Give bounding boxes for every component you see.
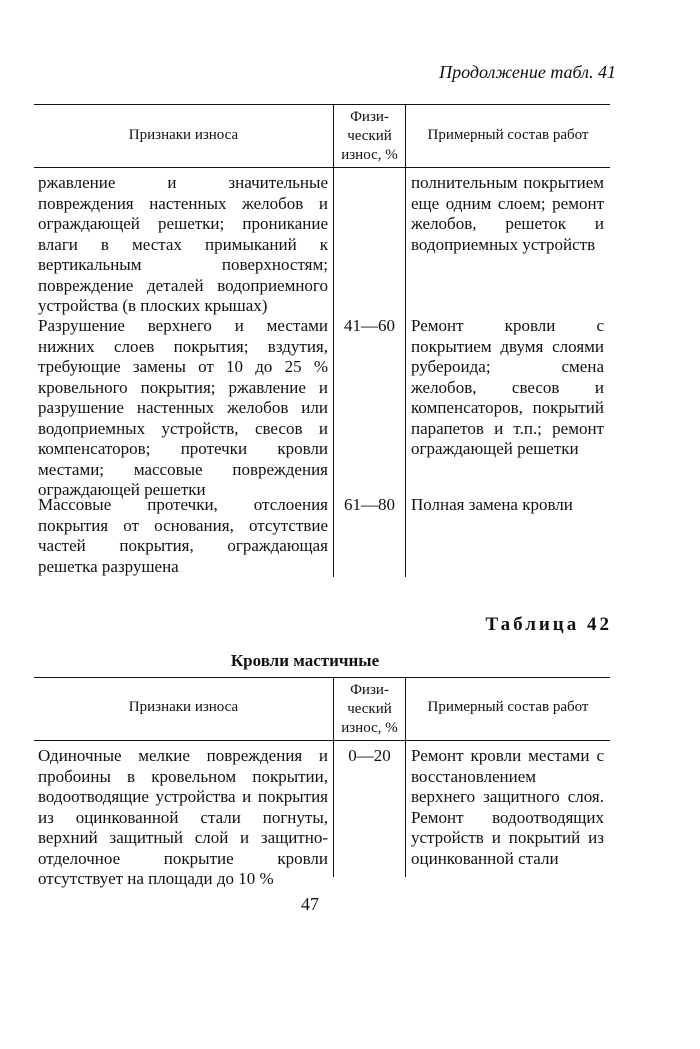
header-physical-wear: Физи- ческий износ, % xyxy=(341,682,398,736)
page-number: 47 xyxy=(301,894,319,914)
header-signs: Признаки износа xyxy=(128,127,239,143)
table-41-top-rule xyxy=(34,104,610,105)
continuation-label: Продолжение табл. 41 xyxy=(439,62,616,82)
table-42-header-rule xyxy=(34,740,610,741)
table-row-1-signs: ржавление и значительные повреждения настенных желобов и ограждающей решетки; проникание влаги в местах примыканий к вертикальным поверхностям; повреждение деталей водоприемного устройства (в плоских крышах) xyxy=(38,173,328,315)
header-physical-wear: Физи- ческий износ, % xyxy=(341,109,398,163)
header-signs: Признаки износа xyxy=(128,699,239,715)
table-row-2-works: Ремонт кровли с покрытием двумя слоями рубероида; смена желобов, свесов и компенсаторов, покрытий парапетов и т.п.; ремонт ограждающей решетки xyxy=(411,316,604,458)
table-row-2-wear: 41—60 xyxy=(344,316,395,335)
table-row-1-wear: 0—20 xyxy=(348,746,391,765)
table-row-3-works: Полная замена кровли xyxy=(411,495,573,514)
table-42-top-rule xyxy=(34,677,610,678)
table-42-title: Кровли мастичные xyxy=(230,651,380,670)
header-works: Примерный состав работ xyxy=(427,699,589,715)
table-42-label: Таблица 42 xyxy=(485,614,612,635)
table-row-1-signs: Одиночные мелкие повреждения и пробоины в кровельном покрытии, водоотводящие устройства и покрытия из оцинкованной стали погнуты, верхний защитный слой и защитно-отделочное покрытие кровли отсутствует на площади до 10 % xyxy=(38,746,328,888)
table-row-3-signs: Массовые протечки, отслоения покрытия от основания, отсутствие частей покрытия, ограждающая решетка разрушена xyxy=(38,495,328,576)
table-row-3-wear: 61—80 xyxy=(344,495,395,514)
table-41-header-rule xyxy=(34,167,610,168)
table-row-2-signs: Разрушение верхнего и местами нижних слоев покрытия; вздутия, требующие замены от 10 до 25 % кровельного покрытия; ржавление и разрушение настенных желобов или водоприемных устройств, свесов и компенсаторов; протечки кровли местами; массовые повреждения ограждающей решетки xyxy=(38,316,328,499)
table-row-1-works: полнительным покрытием еще одним слоем; ремонт желобов, решеток и водоприемных устройств xyxy=(411,173,604,254)
header-works: Примерный состав работ xyxy=(427,127,589,143)
table-41-col-divider-2 xyxy=(405,104,406,577)
table-row-1-works: Ремонт кровли местами с восстановлением верхнего защитного слоя. Ремонт водоотводящих устройств и покрытий из оцинкованной стали xyxy=(411,746,604,868)
